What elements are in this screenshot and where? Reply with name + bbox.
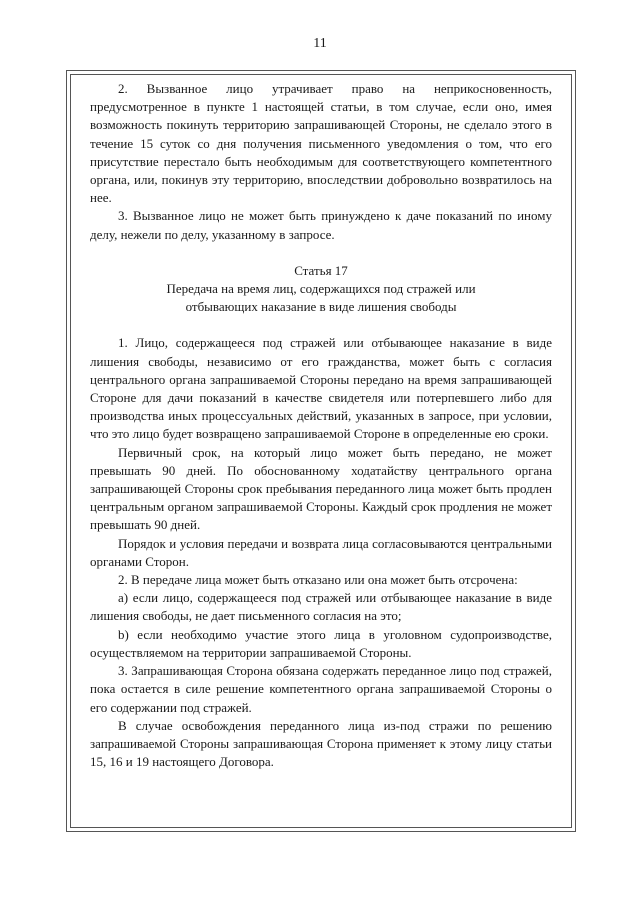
paragraph: Первичный срок, на который лицо может быть передано, не может превышать 90 дней. По обоснованному ходатайству центрального органа запрашивающей Стороны срок пребывания переданного лица может быть продлен центральным органом запрашиваемой Стороны. Каждый срок продления не может превышать 90 дней. [90,444,552,533]
paragraph: 3. Запрашивающая Сторона обязана содержать переданное лицо под стражей, пока остается в силе решение компетентного органа запрашиваемой Стороны о его содержании под стражей. [90,663,552,715]
article-heading-line: отбывающих наказание в виде лишения свободы [185,299,457,315]
paragraph: b) если необходимо участие этого лица в уголовном судопроизводстве, осуществляемом на территории запрашиваемой Стороны. [90,626,552,660]
paragraph: a) если лицо, содержащееся под стражей или отбывающее наказание в виде лишения свободы, не дает письменного согласия на это; [90,590,552,624]
document-body [90,80,552,771]
page-number: 11 [313,36,327,51]
paragraph: Порядок и условия передачи и возврата лица согласовываются центральными органами Сторон. [90,535,552,569]
paragraph: В случае освобождения переданного лица из-под стражи по решению запрашиваемой Стороны запрашивающая Сторона применяет к этому лицу статьи 15, 16 и 19 настоящего Договора. [90,717,552,770]
paragraph: 2. В передаче лица может быть отказано или она может быть отсрочена: [118,572,518,588]
paragraph: 1. Лицо, содержащееся под стражей или отбывающее наказание в виде лишения свободы, независимо от его гражданства, может быть с согласия центрального органа запрашиваемой Стороны передано на время запрашивающей Стороне для дачи показаний в качестве свидетеля или потерпевшего либо для производства иных процессуальных действий, указанных в запросе, при условии, что это лицо будет возвращено запрашиваемой Стороне в определенные ею сроки. [90,335,552,442]
paragraph: 3. Вызванное лицо не может быть принуждено к даче показаний по иному делу, нежели по делу, указанному в запросе. [90,208,552,242]
article-number: Статья 17 [294,262,348,278]
paragraph: 2. Вызванное лицо утрачивает право на неприкосновенность, предусмотренное в пункте 1 настоящей статьи, в том случае, если оно, имея возможность покинуть территорию запрашивающей Стороны, не сделало этого в течение 15 суток со дня получения письменного уведомления о том, что его присутствие перестало быть необходимым для соответствующего компетентного органа, или, покинув эту территорию, впоследствии добровольно возвратилось на нее. [90,81,552,206]
article-heading-line: Передача на время лиц, содержащихся под стражей или [166,281,476,297]
